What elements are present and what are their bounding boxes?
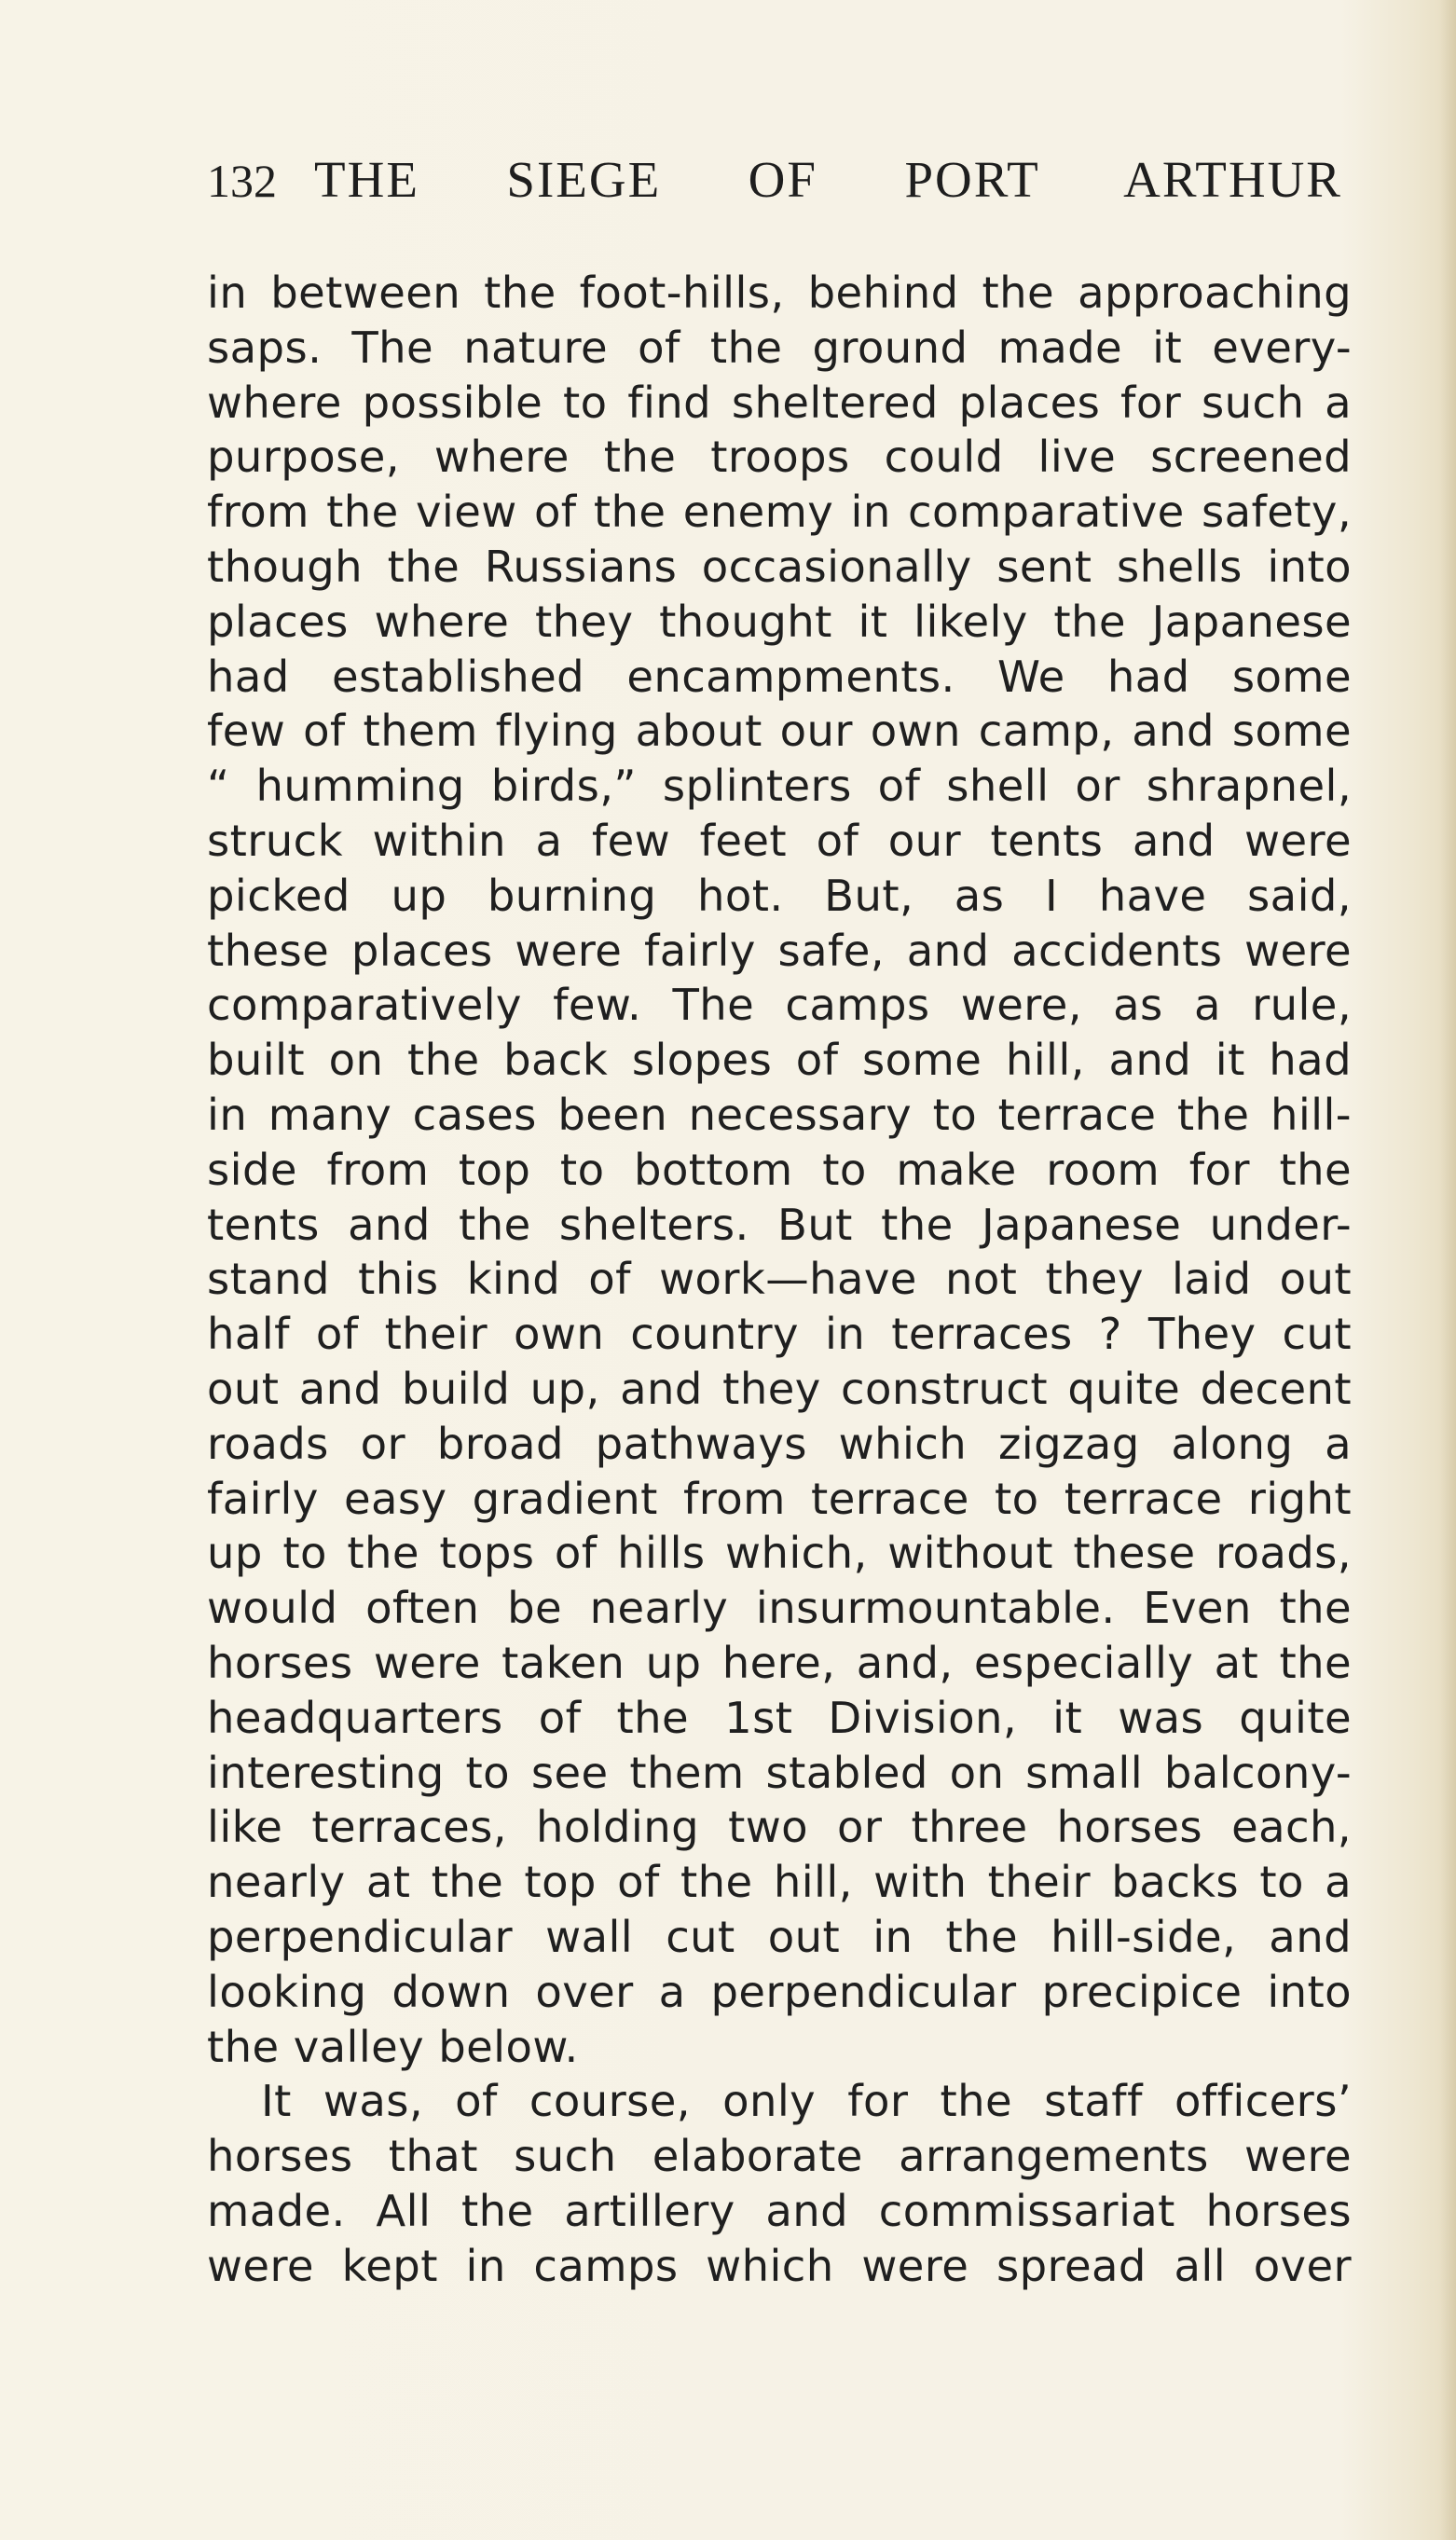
text-line: were kept in camps which were spread all over — [207, 2240, 1352, 2291]
text-line: roads or broad pathways which zigzag along a — [207, 1418, 1352, 1469]
page-number: 132 — [207, 155, 277, 207]
book-title: THE SIEGE OF PORT ARTHUR — [314, 151, 1342, 208]
text-line: struck within a few feet of our tents and were — [207, 815, 1352, 866]
text-line: “ humming birds,” splinters of shell or shrapnel, — [207, 761, 1352, 812]
paragraph-1 — [207, 266, 1352, 2074]
text-line: though the Russians occasionally sent shells into — [207, 541, 1352, 592]
text-line: headquarters of the 1st Division, it was quite — [207, 1692, 1352, 1743]
text-line: side from top to bottom to make room for the — [207, 1144, 1352, 1195]
text-line: places where they thought it likely the Japanese — [207, 596, 1352, 647]
text-line: picked up burning hot. But, as I have said, — [207, 870, 1352, 921]
text-line: horses were taken up here, and, especially at the — [207, 1637, 1352, 1688]
text-line: saps. The nature of the ground made it every- — [207, 322, 1352, 373]
text-line: had established encampments. We had some — [207, 651, 1352, 702]
text-line: fairly easy gradient from terrace to terrace right — [207, 1473, 1352, 1524]
text-line: would often be nearly insurmountable. Even the — [207, 1583, 1352, 1634]
text-line: out and build up, and they construct quite decent — [207, 1363, 1352, 1414]
text-line: like terraces, holding two or three horses each, — [207, 1802, 1352, 1853]
running-head — [207, 147, 1342, 213]
text-line: where possible to find sheltered places for such a — [207, 377, 1352, 428]
text-line: few of them flying about our own camp, and some — [207, 706, 1352, 757]
text-line: these places were fairly safe, and accidents were — [207, 925, 1352, 976]
text-line: nearly at the top of the hill, with their backs to a — [207, 1857, 1352, 1908]
page-edge-shadow — [1439, 0, 1456, 2540]
text-line: interesting to see them stabled on small balcony- — [207, 1747, 1352, 1798]
text-line: looking down over a perpendicular precipice into — [207, 1966, 1352, 2017]
text-line: made. All the artillery and commissariat horses — [207, 2185, 1352, 2236]
text-line: built on the back slopes of some hill, and it had — [207, 1035, 1352, 1086]
text-line: tents and the shelters. But the Japanese under- — [207, 1199, 1352, 1250]
text-line: the valley below. — [207, 2021, 579, 2072]
text-line: It was, of course, only for the staff officers’ — [261, 2076, 1352, 2127]
text-line: horses that such elaborate arrangements were — [207, 2131, 1352, 2182]
text-line: comparatively few. The camps were, as a rule, — [207, 980, 1352, 1031]
paragraph-2 — [207, 2074, 1352, 2293]
text-line: in between the foot-hills, behind the approaching — [207, 268, 1352, 318]
text-line: in many cases been necessary to terrace the hill- — [207, 1089, 1352, 1140]
text-line: perpendicular wall cut out in the hill-side, and — [207, 1911, 1352, 1962]
text-line: stand this kind of work—have not they laid out — [207, 1254, 1352, 1305]
text-line: half of their own country in terraces ? They cut — [207, 1309, 1352, 1360]
body-text — [207, 266, 1352, 2293]
text-line: from the view of the enemy in comparative safety, — [207, 487, 1352, 538]
text-line: purpose, where the troops could live screened — [207, 432, 1352, 483]
text-line: up to the tops of hills which, without these roads, — [207, 1528, 1352, 1579]
